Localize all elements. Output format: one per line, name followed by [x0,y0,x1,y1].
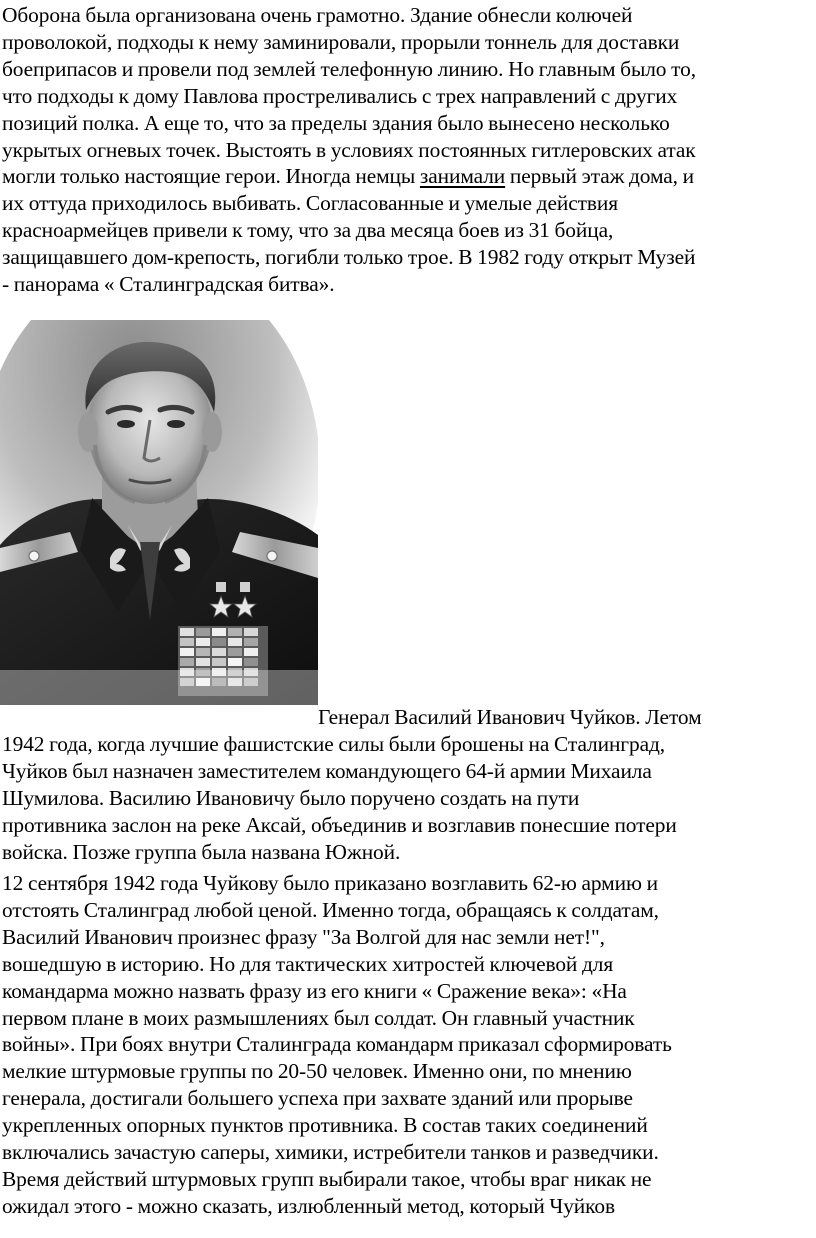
intro-line-8: их оттуда приходилось выбивать. Согласованные и умелые действия [2,191,618,216]
intro-line-1: Оборона была организована очень грамотно. Здание обнесли колючей [2,3,633,27]
intro-line-7-end: первый этаж дома, и [505,164,695,189]
body-line-6: первом плане в моих размышлениях был солдат. Он главный участник [2,1005,635,1030]
body-line-5: командарма можно назвать фразу из его книги « Сражение века»: «На [2,978,627,1003]
intro-line-5: позиций полка. А еще то, что за пределы здания было вынесено несколько [2,110,670,135]
caption-paragraph [2,704,816,865]
caption-line-2: 1942 года, когда лучшие фашистские силы были брошены на Сталинград, [2,731,665,756]
body-line-13: ожидал этого - можно сказать, излюбленный метод, который Чуйков [2,1193,615,1218]
caption-line-5: противника заслон на реке Аксай, объединив и возглавив понесшие потери [2,812,677,837]
intro-line-7: могли только настоящие герои. Иногда немцы [2,164,420,189]
caption-line-1: Генерал Василий Иванович Чуйков. Летом [318,705,702,729]
body-line-11: включались зачастую саперы, химики, истребители танков и разведчики. [2,1140,659,1165]
caption-line-3: Чуйков был назначен заместителем командующего 64-й армии Михаила [2,758,652,783]
underlined-word: занимали [419,164,506,189]
body-line-4: вошедшую в историю. Но для тактических хитростей ключевой для [2,951,614,976]
intro-line-4: что подходы к дому Павлова простреливались с трех направлений с других [2,83,678,108]
intro-line-2: проволокой, подходы к нему заминировали, прорыли тоннель для доставки [2,29,680,54]
body-line-2: отстоять Сталинград любой ценой. Именно тогда, обращаясь к солдатам, [2,897,659,922]
intro-line-10: защищавшего дом-крепость, погибли только трое. В 1982 году открыт Музей [2,245,696,270]
caption-line-4: Шумилова. Василию Ивановичу было поручено создать на пути [2,785,580,810]
body-line-3: Василий Иванович произнес фразу "За Волгой для нас земли нет!", [2,924,605,949]
body-line-10: укрепленных опорных пунктов противника. В состав таких соединений [2,1113,648,1138]
body-line-7: войны». При боях внутри Сталинграда командарм приказал сформировать [2,1032,672,1057]
portrait-photo [0,320,318,705]
body-line-8: мелкие штурмовые группы по 20-50 человек. Именно они, по мнению [2,1059,632,1084]
body-line-9: генерала, достигали большего успеха при захвате зданий или прорыве [2,1086,633,1111]
intro-line-6: укрытых огневых точек. Выстоять в условиях постоянных гитлеровских атак [2,137,696,162]
body-line-12: Время действий штурмовых групп выбирали такое, чтобы враг никак не [2,1166,652,1191]
intro-line-11: - панорама « Сталинградская битва». [2,272,335,297]
body-line-1: 12 сентября 1942 года Чуйкову было приказано возглавить 62-ю армию и [2,871,658,895]
intro-line-9: красноармейцев привели к тому, что за два месяца боев из 31 бойца, [2,218,614,243]
caption-line-6: войска. Позже группа была названа Южной. [2,839,401,864]
intro-line-3: боеприпасов и провели под землей телефонную линию. Но главным было то, [2,56,696,81]
body-paragraph [2,870,816,1220]
intro-paragraph [2,2,816,298]
